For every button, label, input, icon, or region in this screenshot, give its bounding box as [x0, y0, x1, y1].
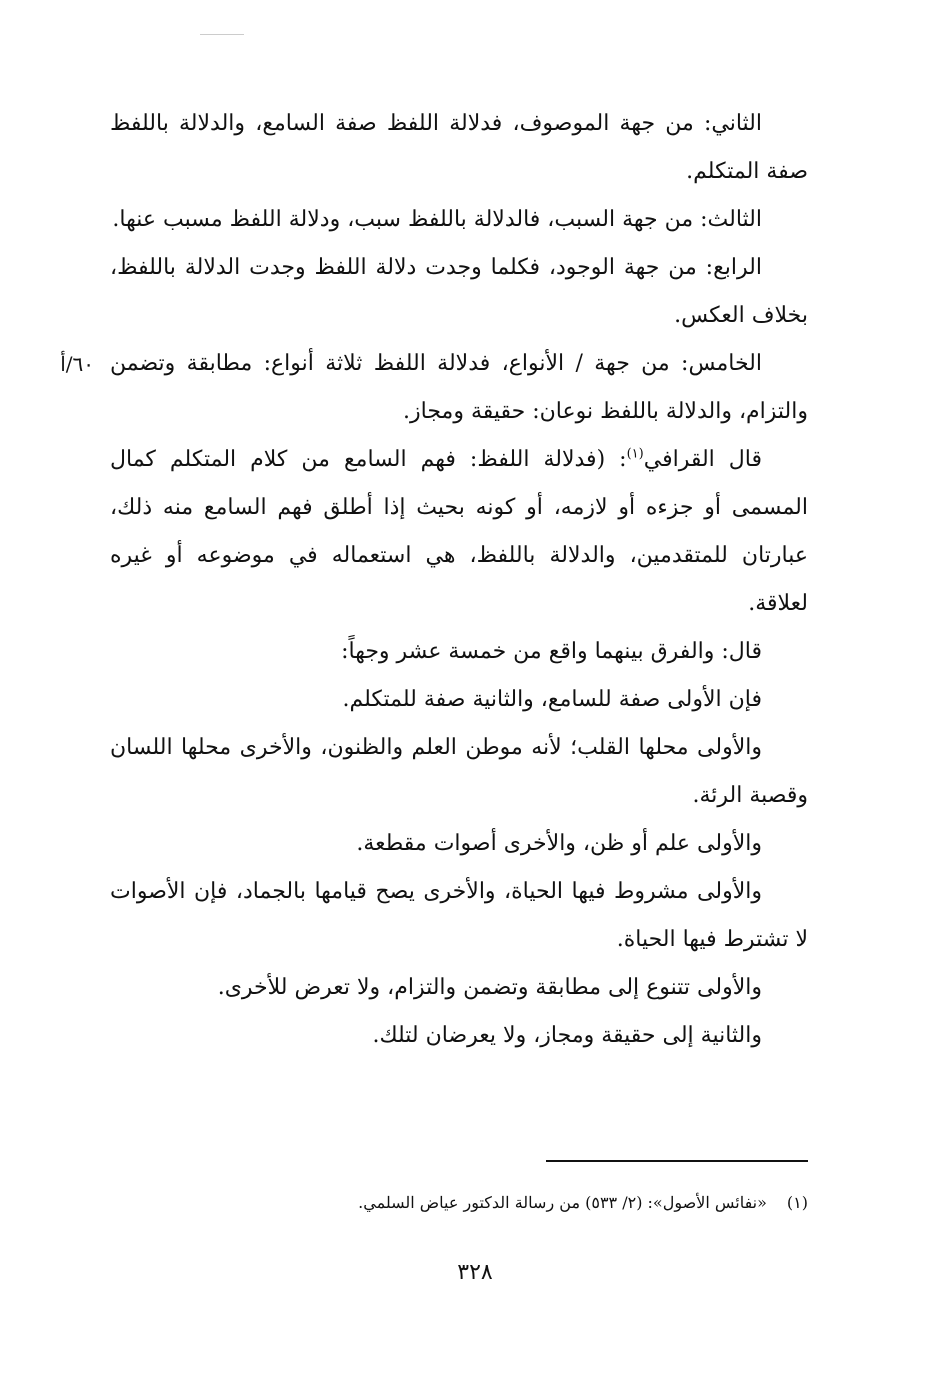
paragraph-difference-5: والأولى تتنوع إلى مطابقة وتضمن والتزام، ولا تعرض للأخرى. — [217, 975, 762, 1000]
quote-intro: قال القرافي — [643, 447, 763, 472]
folio-margin-reference: ٦٠/أ — [60, 352, 94, 376]
paragraph-difference-3: والأولى علم أو ظن، والأخرى أصوات مقطعة. — [356, 831, 762, 856]
paragraph-difference-2: والأولى محلها القلب؛ لأنه موطن العلم والظنون، والأخرى محلها اللسان وقصبة الرئة. — [110, 735, 808, 808]
paragraph-second: الثاني: من جهة الموصوف، فدلالة اللفظ صفة السامع، والدلالة باللفظ صفة المتكلم. — [110, 111, 808, 184]
footnote-text: «نفائس الأصول»: (٢/ ٥٣٣) من رسالة الدكتور عياض السلمي. — [358, 1193, 767, 1212]
quote-body: : (فدلالة اللفظ: فهم السامع من كلام المتكلم كمال المسمى أو جزءه أو لازمه، أو كونه بحيث إذا أطلق فهم السامع منه ذلك، عبارتان للمتقدمين، والدلالة باللفظ، هي استعماله في موضوعه أو غيره لعلاقة. — [110, 447, 808, 616]
footnote-number: (١) — [786, 1193, 808, 1212]
footnote-marker: (١) — [626, 446, 644, 462]
page-number: ٣٢٨ — [457, 1260, 493, 1285]
paragraph-fifth-block — [60, 340, 808, 436]
paragraph-difference-6: والثانية إلى حقيقة ومجاز، ولا يعرضان لتلك. — [372, 1023, 762, 1048]
top-margin-mark — [200, 34, 244, 35]
main-text — [60, 100, 808, 1060]
paragraph-third: الثالث: من جهة السبب، فالدلالة باللفظ سبب، ودلالة اللفظ مسبب عنها. — [112, 207, 762, 232]
paragraph-difference-1: فإن الأولى صفة للسامع، والثانية صفة للمتكلم. — [342, 687, 762, 712]
paragraph-difference-4: والأولى مشروط فيها الحياة، والأخرى يصح قيامها بالجماد، فإن الأصوات لا تشترط فيها الحياة. — [110, 879, 808, 952]
paragraph-qarafi-quote — [110, 436, 808, 628]
footnote-separator — [546, 1160, 808, 1162]
paragraph-fifth: الخامس: من جهة / الأنواع، فدلالة اللفظ ثلاثة أنواع: مطابقة وتضمن والتزام، والدلالة باللفظ نوعان: حقيقة ومجاز. — [110, 351, 808, 424]
paragraph-fourth: الرابع: من جهة الوجود، فكلما وجدت دلالة اللفظ وجدت الدلالة باللفظ، بخلاف العكس. — [110, 255, 808, 328]
footnote — [110, 1188, 808, 1218]
paragraph-difference-intro: قال: والفرق بينهما واقع من خمسة عشر وجهاً: — [341, 639, 762, 664]
